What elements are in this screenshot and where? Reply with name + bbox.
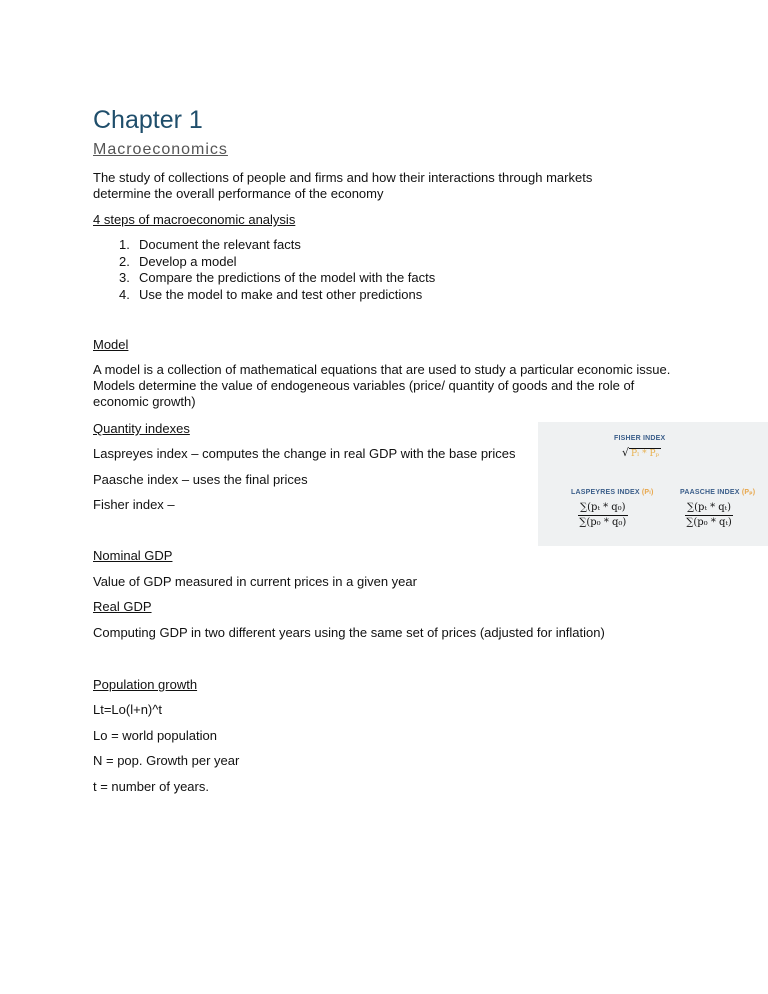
real-gdp-heading: Real GDP — [93, 599, 152, 614]
list-item: 2. Develop a model — [119, 253, 237, 269]
fisher-formula: √ Pₗ * Pₚ — [622, 446, 660, 459]
population-t-definition: t = number of years. — [93, 779, 209, 794]
real-gdp-definition: Computing GDP in two different years using the same set of prices (adjusted for inflation) — [93, 625, 605, 640]
list-item: 3. Compare the predictions of the model with the facts — [119, 270, 436, 285]
steps-list — [93, 237, 435, 303]
laspeyres-formula: $\frac{\text{∑(pₜ * q₀)}}{\text{∑(p₀ * q₀)}}$ — [579, 502, 627, 528]
population-formula: Lt=Lo(l+n)^t — [93, 702, 162, 717]
population-n-definition: N = pop. Growth per year — [93, 753, 240, 768]
fisher-definition: Fisher index – — [93, 497, 175, 512]
nominal-gdp-definition: Value of GDP measured in current prices in a given year — [93, 574, 417, 589]
paasche-index-label: PAASCHE INDEX (Pₚ) — [680, 489, 756, 496]
quantity-indexes-heading: Quantity indexes — [93, 421, 190, 436]
model-paragraph: A model is a collection of mathematical equations that are used to study a particular economic issue. Models determine the value of endogeneous variables (price/ quantity of goods and the role of economic growth) — [93, 362, 671, 409]
paasche-formula: $\frac{\text{∑(pₜ * qₜ)}}{\text{∑(p₀ * qₜ)}}$ — [686, 502, 732, 528]
intro-paragraph: The study of collections of people and firms and how their interactions through markets determine the overall performance of the economy — [93, 170, 593, 201]
list-item: 4. Use the model to make and test other predictions — [119, 286, 423, 302]
population-lo-definition: Lo = world population — [93, 728, 217, 743]
laspeyres-definition: Laspreyes index – computes the change in real GDP with the base prices — [93, 446, 516, 461]
nominal-gdp-heading: Nominal GDP — [93, 548, 173, 563]
index-formulas-image — [538, 422, 768, 546]
laspeyres-index-label: LASPEYRES INDEX (Pₗ) — [571, 489, 654, 496]
fisher-index-label: FISHER INDEX — [614, 435, 666, 442]
chapter-title: Chapter 1 — [93, 106, 203, 134]
list-item: 1. Document the relevant facts — [119, 237, 301, 252]
population-growth-heading: Population growth — [93, 677, 198, 692]
paasche-definition: Paasche index – uses the final prices — [93, 472, 308, 487]
model-heading: Model — [93, 337, 129, 352]
steps-heading: 4 steps of macroeconomic analysis — [93, 212, 296, 227]
chapter-subtitle: Macroeconomics — [93, 141, 228, 158]
